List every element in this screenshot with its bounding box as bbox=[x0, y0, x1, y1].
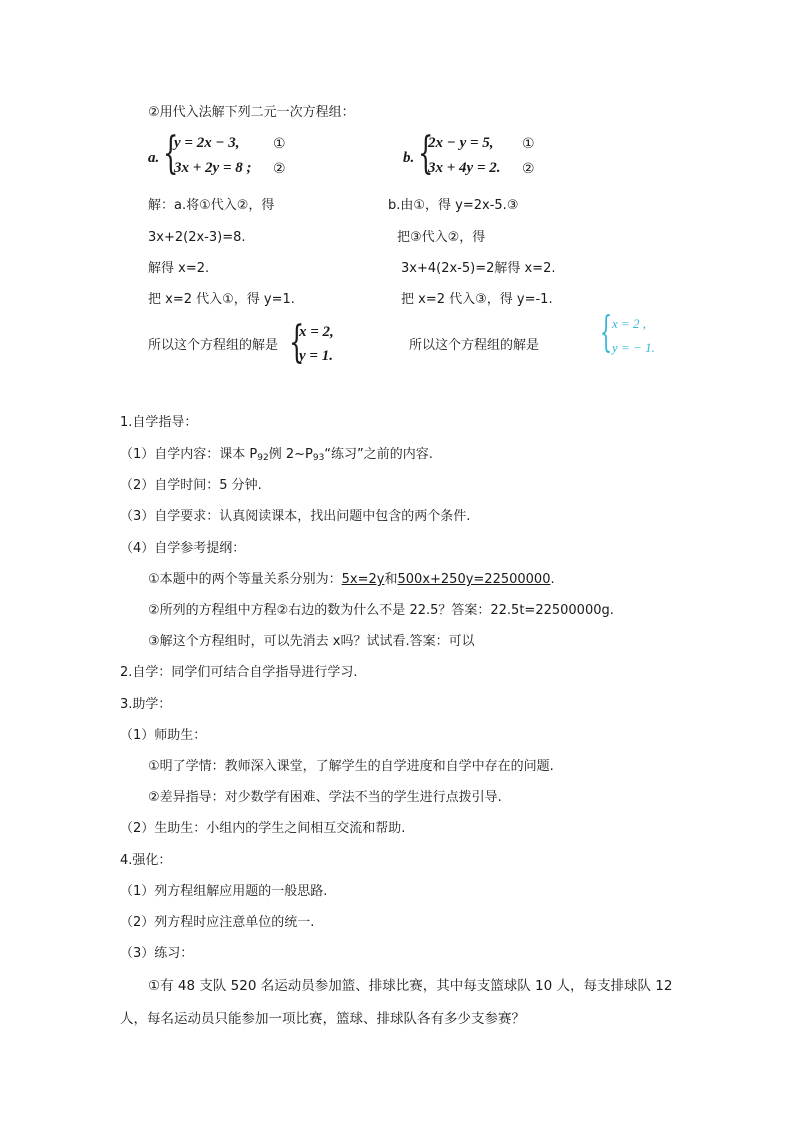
solution-b-line3: 3x+4(2x-5)=2解得 x=2. bbox=[401, 261, 556, 276]
system-a-label: a. bbox=[148, 150, 160, 166]
solution-b-line1: b.由①，得 y=2x-5.③ bbox=[388, 198, 519, 213]
solution-a-answer-y: y = 1. bbox=[299, 348, 333, 364]
system-b-brace: { bbox=[418, 128, 434, 179]
section-1-item-1: （1）自学内容：课本 $P_{92}$例 $2\sim P_{93}“$练习”之前的内容. bbox=[120, 447, 433, 463]
solution-a-line5: 所以这个方程组的解是 bbox=[148, 338, 279, 353]
system-a-eq2-mark: ② bbox=[273, 161, 286, 177]
section-1-item-4: （4）自学参考提纲： bbox=[120, 541, 246, 556]
solution-a-answer-x: x = 2, bbox=[299, 324, 334, 340]
solution-b-answer-x: x = 2 , bbox=[612, 316, 647, 331]
solution-a-line3: 解得 x=2. bbox=[148, 261, 210, 276]
solution-b-line2: 把③代入②，得 bbox=[397, 230, 486, 245]
section-4-title: 4.强化： bbox=[120, 853, 172, 868]
section-3-item-2: （2）生助生：小组内的学生之间相互交流和帮助. bbox=[120, 821, 406, 836]
system-b-eq2: 3x + 4y = 2. bbox=[428, 160, 501, 176]
section-1-point-2: ②所列的方程组中方程②右边的数为什么不是 22.5？答案：22.5t=22500000g. bbox=[148, 603, 614, 618]
system-a-eq2: 3x + 2y = 8 ; bbox=[174, 160, 252, 176]
system-b-eq1: 2x − y = 5, bbox=[428, 135, 494, 151]
intro-text: ②用代入法解下列二元一次方程组： bbox=[148, 105, 355, 120]
section-1-point-1: ①本题中的两个等量关系分别为：5x=2y和500x+250y=22500000. bbox=[148, 572, 555, 587]
system-a-eq1: y = 2x − 3, bbox=[174, 135, 240, 151]
system-a-brace: { bbox=[163, 128, 179, 179]
section-1-point-3: ③解这个方程组时，可以先消去 x吗？试试看.答案：可以 bbox=[148, 634, 475, 649]
section-4-exercise-line1: ①有 48 支队 520 名运动员参加篮、排球比赛，其中每支篮球队 10 人，每支排球队 12 bbox=[148, 978, 673, 994]
section-1-title: 1.自学指导： bbox=[120, 415, 198, 430]
section-4-exercise-line2: 人，每名运动员只能参加一项比赛，篮球、排球队各有多少支参赛？ bbox=[120, 1011, 525, 1027]
section-4-item-2: （2）列方程时应注意单位的统一. bbox=[120, 915, 315, 930]
system-a-eq1-mark: ① bbox=[273, 136, 286, 152]
solution-b-brace: { bbox=[600, 307, 613, 356]
section-1-item-2: （2）自学时间：5 分钟. bbox=[120, 478, 262, 493]
section-4-item-3: （3）练习： bbox=[120, 946, 194, 961]
section-1-item-3: （3）自学要求：认真阅读课本，找出问题中包含的两个条件. bbox=[120, 509, 471, 524]
solution-a-line4: 把 x=2 代入①，得 y=1. bbox=[148, 292, 295, 307]
solution-a-line1: 解：a.将①代入②，得 bbox=[148, 198, 275, 213]
solution-b-line5: 所以这个方程组的解是 bbox=[409, 338, 540, 353]
solution-b-line4: 把 x=2 代入③，得 y=-1. bbox=[401, 292, 553, 307]
section-3-title: 3.助学： bbox=[120, 697, 172, 712]
solution-a-line2: 3x+2(2x-3)=8. bbox=[148, 230, 246, 245]
section-3-item-1: （1）师助生： bbox=[120, 728, 207, 743]
solution-b-answer-y: y = − 1. bbox=[612, 340, 655, 355]
system-b-label: b. bbox=[403, 150, 415, 166]
system-b-eq1-mark: ① bbox=[522, 136, 535, 152]
section-4-item-1: （1）列方程组解应用题的一般思路. bbox=[120, 884, 328, 899]
system-b-eq2-mark: ② bbox=[522, 161, 535, 177]
section-3-point-2: ②差异指导：对少数学有困难、学法不当的学生进行点拨引导. bbox=[148, 790, 502, 805]
section-3-point-1: ①明了学情：教师深入课堂，了解学生的自学进度和自学中存在的问题. bbox=[148, 759, 554, 774]
section-2-title: 2.自学：同学们可结合自学指导进行学习. bbox=[120, 665, 358, 680]
solution-a-brace: { bbox=[289, 317, 305, 368]
